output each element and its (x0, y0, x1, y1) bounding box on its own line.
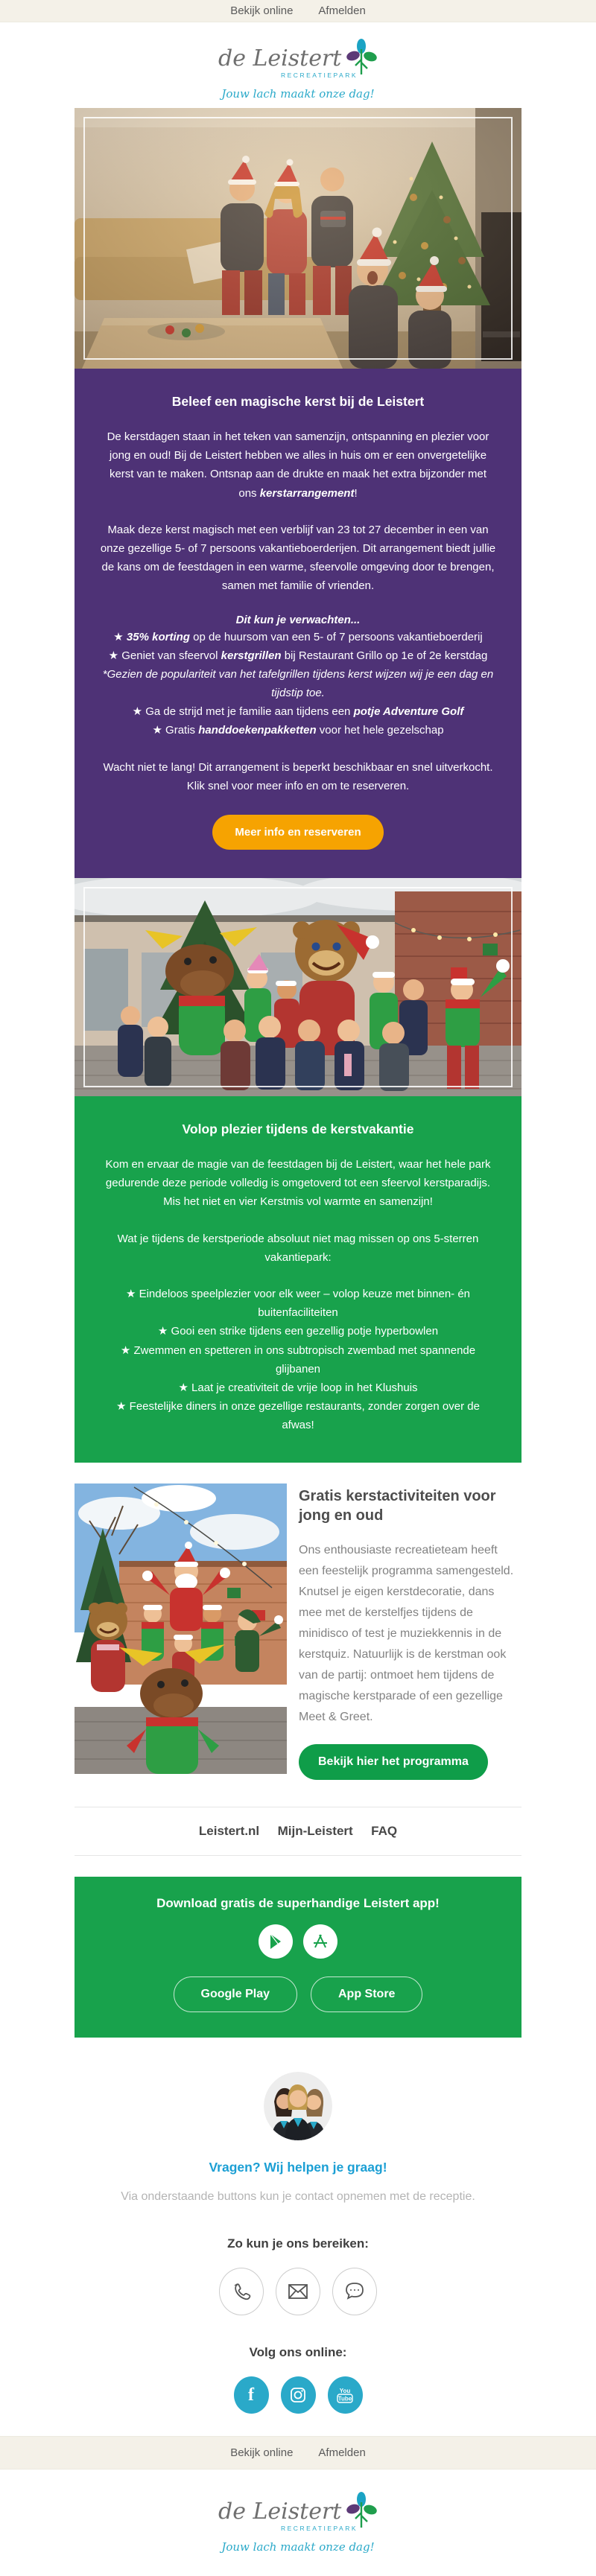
view-online-link-bottom[interactable]: Bekijk online (230, 2446, 294, 2460)
contact-subtitle: Via onderstaande buttons kun je contact opnemen met de receptie. (121, 2190, 475, 2204)
follow-label: Volg ons online: (249, 2345, 347, 2360)
phone-button[interactable] (219, 2268, 264, 2315)
leaf-icon (346, 39, 378, 74)
recreation-team-photo (74, 1483, 287, 1774)
contact-section (74, 2038, 522, 2436)
holiday-bullet: ★ Laat je creativiteit de vrije loop in het Klushuis (178, 1381, 418, 1394)
holiday-bullet: ★ Feestelijke diners in onze gezellige restaurants, zonder zorgen over de afwas! (116, 1400, 480, 1432)
holiday-title: Volop plezier tijdens de kerstvakantie (182, 1122, 414, 1136)
activities-body: Ons enthousiaste recreatieteam heeft een feestelijk programma samengesteld. Knutsel je eigen kerstdecoratie, dans mee met de kerstelfjes tijdens de minidisco of test je muziekkennis in de kerstquiz. Natuurlijk is de kerstman ook van de partij: ontmoet hem tijdens de magische kerstparade of een gezellige Meet & Greet. (299, 1544, 514, 1724)
holiday-bullet: ★ Zwemmen en spetteren in ons subtropisch zwembad met spannende glijbanen (120, 1343, 476, 1376)
instagram-icon (290, 2387, 306, 2403)
logo-wordmark: de Leistert (218, 2499, 342, 2525)
offer-note: *Gezien de populariteit van het tafelgrillen tijdens kerst wijzen wij je een dag en tijdstip toe. (102, 667, 494, 700)
chat-icon (344, 2282, 365, 2301)
leistert-logo-image-footer (212, 2489, 384, 2535)
leistert-logo (212, 36, 384, 86)
unsubscribe-link-bottom[interactable]: Afmelden (318, 2446, 366, 2460)
brand-tagline-footer: Jouw lach maakt onze dag! (221, 2540, 375, 2554)
holiday-bullet: ★ Eindeloos speelplezier voor elk weer – volop keuze met binnen- én buitenfaciliteiten (125, 1287, 471, 1320)
logo-subtext: RECREATIEPARK (281, 2525, 358, 2533)
app-download-section (74, 1877, 522, 2038)
holiday-paragraph-2: Wat je tijdens de kerstperiode absoluut niet mag missen op ons 5-sterren vakantiepark: (117, 1232, 479, 1264)
offer-bullet: ★ Gratis handdoekenpakketten voor het hele gezelschap (152, 724, 444, 737)
facebook-button[interactable] (234, 2376, 269, 2414)
contact-title: Vragen? Wij helpen je graag! (209, 2160, 387, 2175)
mascot-group-photo (74, 878, 522, 1096)
app-store-icon[interactable] (303, 1924, 337, 1959)
svg-text:Tube: Tube (337, 2395, 352, 2402)
activities-title: Gratis kerstactiviteiten voor jong en oud (299, 1488, 496, 1524)
offer-paragraph-2: Maak deze kerst magisch met een verblijf van 23 tot 27 december in een van onze gezellige 5- of 7 persoons vakantieboerderijen. Dit arrangement biedt jullie de kans om de feestdagen in een warme, sfeervolle omgeving door te brengen, samen met familie of vrienden. (100, 523, 496, 593)
holiday-paragraph-1: Kom en ervaar de magie van de feestdagen bij de Leistert, waar het hele park gedurende deze periode volledig is omgetoverd tot een sfeervol kerstparadijs. Mis het niet en vier Kerstmis vol warmte en samenzijn! (105, 1158, 491, 1209)
holiday-fun-section (74, 1096, 522, 1463)
app-title: Download gratis de superhandige Leistert app! (156, 1896, 440, 1911)
email-header (0, 22, 596, 108)
footer-logo-area (0, 2470, 596, 2576)
leistert-logo-footer (212, 2489, 384, 2539)
link-leistert-nl[interactable]: Leistert.nl (198, 1824, 260, 1839)
mail-icon (288, 2283, 308, 2300)
link-faq[interactable]: FAQ (371, 1824, 398, 1839)
youtube-button[interactable] (328, 2376, 363, 2414)
email-button[interactable] (276, 2268, 320, 2315)
offer-bullet: ★ 35% korting op de huursom van een 5- of 7 persoons vakantieboerderij (113, 630, 483, 643)
offer-bullet: ★ Ga de strijd met je familie aan tijdens een potje Adventure Golf (132, 705, 464, 719)
google-play-icon[interactable] (259, 1924, 293, 1959)
activities-card (74, 1463, 522, 1807)
offer-expect-heading: Dit kun je verwachten... (235, 613, 361, 626)
reach-label: Zo kun je ons bereiken: (227, 2236, 369, 2251)
logo-subtext: RECREATIEPARK (281, 71, 358, 79)
link-mijn-leistert[interactable]: Mijn-Leistert (277, 1824, 353, 1839)
offer-title: Beleef een magische kerst bij de Leistert (171, 394, 425, 409)
spacer (74, 1856, 522, 1877)
holiday-bullet: ★ Gooi een strike tijdens een gezellig potje hyperbowlen (157, 1325, 439, 1338)
unsubscribe-link[interactable]: Afmelden (318, 4, 366, 17)
app-store-button[interactable]: App Store (311, 1976, 422, 2012)
quick-links-row (74, 1807, 522, 1856)
phone-icon (232, 2282, 251, 2301)
footer-bar (0, 2436, 596, 2470)
google-play-button[interactable]: Google Play (174, 1976, 297, 2012)
reserve-button[interactable]: Meer info en reserveren (212, 815, 383, 850)
facebook-icon: f (248, 2385, 254, 2405)
offer-bullet: ★ Geniet van sfeervol kerstgrillen bij Restaurant Grillo op 1e of 2e kerstdag (108, 649, 488, 662)
christmas-offer-section (74, 369, 522, 878)
program-button[interactable]: Bekijk hier het programma (299, 1744, 488, 1780)
youtube-icon (335, 2385, 355, 2405)
offer-closing: Wacht niet te lang! Dit arrangement is beperkt beschikbaar en snel uitverkocht. Klik snel voor meer info en om te reserveren. (103, 760, 493, 792)
offer-paragraph-1: De kerstdagen staan in het teken van samenzijn, ontspanning en plezier voor jong en oud! Bij de Leistert hebben we alles in huis om er een onvergetelijke kerst van te maken. Ontsnap aan de drukte en maak het extra bijzonder met ons kerstarrangement! (107, 430, 489, 500)
bear-mascot-small (89, 1602, 127, 1692)
leistert-logo-image (212, 36, 384, 82)
view-online-link[interactable]: Bekijk online (230, 4, 294, 17)
logo-wordmark: de Leistert (218, 45, 342, 71)
instagram-button[interactable] (281, 2376, 316, 2414)
christmas-family-photo (74, 108, 522, 369)
leaf-icon (346, 2492, 378, 2528)
brand-tagline: Jouw lach maakt onze dag! (221, 87, 375, 101)
preheader-bar (0, 0, 596, 22)
svg-text:You: You (339, 2388, 351, 2395)
chat-button[interactable] (332, 2268, 377, 2315)
reception-team-avatar (264, 2072, 332, 2140)
